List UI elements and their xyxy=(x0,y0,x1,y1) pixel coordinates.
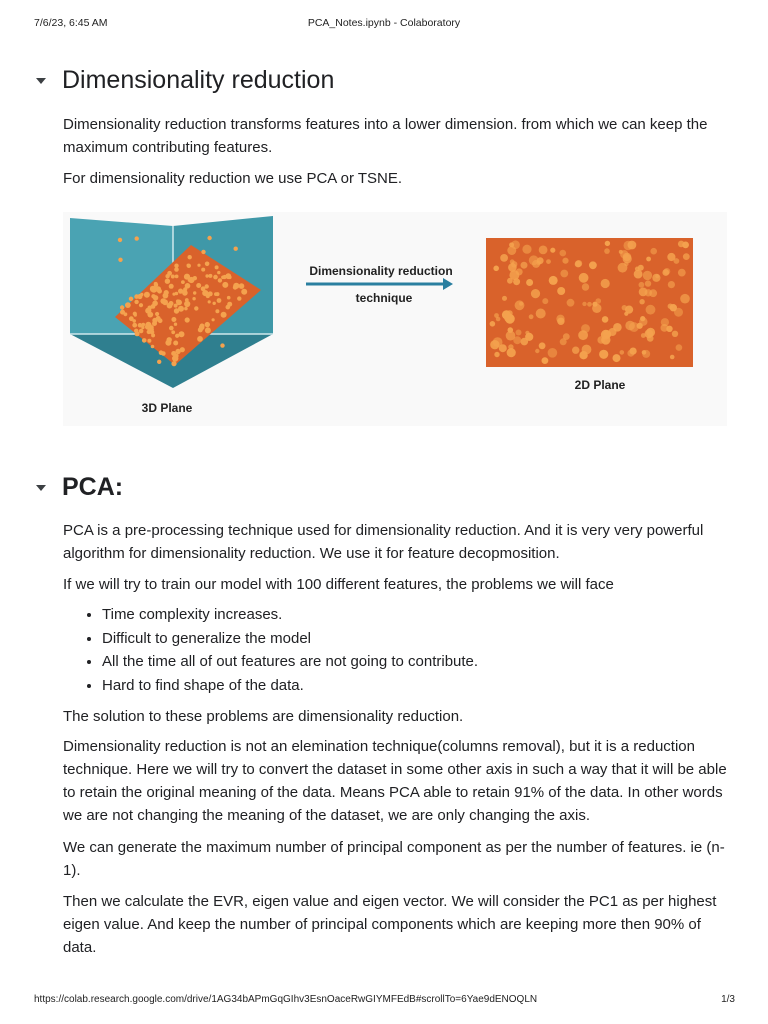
scatter-dot xyxy=(181,280,185,284)
scatter-dot xyxy=(142,323,146,327)
scatter-dot xyxy=(233,283,239,289)
scatter-dot xyxy=(609,328,617,336)
problems-list xyxy=(63,603,762,697)
scatter-dot xyxy=(144,292,150,298)
scatter-dot xyxy=(197,336,203,342)
scatter-dot xyxy=(572,347,579,354)
section-heading: Dimensionality reduction xyxy=(62,66,335,94)
scatter-dot xyxy=(151,294,155,298)
scatter-dot xyxy=(132,319,136,323)
scatter-dot xyxy=(620,350,625,355)
scatter-dot xyxy=(213,302,216,305)
scatter-dot xyxy=(575,261,582,268)
scatter-dot xyxy=(556,315,564,323)
scatter-dot xyxy=(639,318,647,326)
scatter-dot xyxy=(641,333,646,338)
scatter-dot xyxy=(148,306,152,310)
scatter-dot xyxy=(592,302,597,307)
scatter-dot xyxy=(602,316,609,323)
scatter-dot xyxy=(618,263,628,273)
scatter-dot xyxy=(613,354,621,362)
scatter-dot xyxy=(678,269,686,277)
scatter-dot xyxy=(646,257,651,262)
scatter-dot xyxy=(646,305,656,315)
scatter-dot xyxy=(526,279,533,286)
scatter-dot xyxy=(165,340,171,346)
scatter-dot xyxy=(639,288,648,297)
scatter-dot xyxy=(217,298,222,303)
scatter-dot xyxy=(201,250,205,254)
scatter-dot xyxy=(154,318,157,321)
scatter-dot xyxy=(197,264,200,267)
section-pca-header xyxy=(36,473,123,502)
print-url: https://colab.research.google.com/drive/1AG34bAPmGqGIhv3EsnOaceRwGIYMFEdB#scrollTo=6Yae9dENOQLN xyxy=(34,994,538,1005)
scatter-dot xyxy=(175,334,179,338)
scatter-dot xyxy=(118,238,122,242)
scatter-dot xyxy=(134,294,139,299)
scatter-dot xyxy=(605,241,610,246)
scatter-dot xyxy=(171,317,176,322)
scatter-dot xyxy=(628,241,637,250)
scatter-dot xyxy=(222,282,228,288)
scatter-dot xyxy=(499,344,507,352)
scatter-dot xyxy=(549,276,558,285)
collapse-caret-icon[interactable] xyxy=(36,485,46,491)
scatter-dot xyxy=(539,246,548,255)
scatter-dot xyxy=(674,258,680,264)
scatter-dot xyxy=(185,283,191,289)
scatter-dot xyxy=(237,296,241,300)
scatter-dot xyxy=(529,314,534,319)
scatter-dot xyxy=(582,302,586,306)
scatter-dot xyxy=(175,275,179,279)
list-item: • Hard to find shape of the data. xyxy=(102,674,762,698)
section-dimensionality-reduction-header xyxy=(36,66,334,95)
scatter-dot xyxy=(643,271,652,280)
scatter-dot xyxy=(226,305,231,310)
scatter-dot xyxy=(205,322,210,327)
scatter-dot xyxy=(241,289,247,295)
scatter-dot xyxy=(171,330,175,334)
scatter-dot xyxy=(507,348,516,357)
scatter-dot xyxy=(531,289,540,298)
scatter-dot xyxy=(662,269,669,276)
scatter-dot xyxy=(213,275,218,280)
scatter-dot xyxy=(670,355,675,360)
scatter-dot xyxy=(502,296,507,301)
scatter-dot xyxy=(134,300,138,304)
scatter-dot xyxy=(645,280,651,286)
scatter-dot xyxy=(135,331,140,336)
scatter-dot xyxy=(496,317,501,322)
scatter-dot xyxy=(537,257,544,264)
scatter-dot xyxy=(207,236,211,240)
scatter-dot xyxy=(228,276,232,280)
scatter-dot xyxy=(619,250,623,254)
scatter-dot xyxy=(221,312,227,318)
scatter-dot xyxy=(198,327,203,332)
scatter-dot xyxy=(627,350,634,357)
arrow-head-icon xyxy=(443,278,453,290)
scatter-dot xyxy=(560,338,567,345)
scatter-dot xyxy=(500,254,508,262)
paragraph: Dimensionality reduction is not an elemination technique(columns removal), but it is a reduction technique. Here we will try to convert the dataset in some other axis in such a way that it will be able to retain the original meaning of the data. Means PCA able to retain 91% of the data. In other words we are not changing the meaning of the dataset, we are only changing the axis. xyxy=(63,738,727,824)
paragraph: Then we calculate the EVR, eigen value and eigen vector. We will consider the PC1 as per highest eigen value. And keep the number of principal components which are keeping more then 90% of data. xyxy=(63,893,717,956)
scatter-dot xyxy=(227,296,231,300)
scatter-dot xyxy=(194,306,198,310)
scatter-dot xyxy=(239,283,245,289)
scatter-dot xyxy=(149,325,153,329)
scatter-dot xyxy=(587,302,592,307)
scatter-dot xyxy=(196,283,201,288)
section-heading: PCA: xyxy=(62,473,124,501)
scatter-dot xyxy=(676,344,683,351)
scatter-dot xyxy=(171,275,175,279)
scatter-dot xyxy=(174,323,177,326)
list-item: • Time complexity increases. xyxy=(102,603,762,627)
scatter-dot xyxy=(157,289,162,294)
scatter-dot xyxy=(174,264,178,268)
scatter-dot xyxy=(682,242,689,249)
scatter-dot xyxy=(535,349,539,353)
arrow-caption-line2: technique xyxy=(355,291,413,305)
paragraph: For dimensionality reduction we use PCA or TSNE. xyxy=(63,170,403,187)
scatter-dot xyxy=(507,246,516,255)
scatter-dot xyxy=(214,292,218,296)
figure-illustration xyxy=(63,212,727,426)
paragraph: The solution to these problems are dimensionality reduction. xyxy=(63,708,464,725)
scatter-dot xyxy=(208,300,211,303)
scatter-dot xyxy=(165,274,169,278)
scatter-dot xyxy=(521,338,529,346)
scatter-dot xyxy=(542,357,549,364)
scatter-dot xyxy=(623,253,631,261)
scatter-dot xyxy=(649,289,657,297)
paragraph: Dimensionality reduction transforms features into a lower dimension. from which we can keep the maximum contributing features. xyxy=(63,116,708,156)
scatter-dot xyxy=(179,331,185,337)
list-item: • All the time all of out features are not going to contribute. xyxy=(102,650,762,674)
scatter-dot xyxy=(635,267,640,272)
scatter-dot xyxy=(120,305,124,309)
scatter-dot xyxy=(536,309,546,319)
left-caption: 3D Plane xyxy=(141,401,193,415)
scatter-dot xyxy=(668,281,675,288)
scatter-dot xyxy=(557,287,565,295)
scatter-dot xyxy=(582,345,592,355)
scatter-dot xyxy=(139,329,144,334)
scatter-dot xyxy=(147,339,151,343)
scatter-dot xyxy=(167,303,173,309)
scatter-dot xyxy=(655,274,659,278)
scatter-dot xyxy=(205,262,210,267)
scatter-dot xyxy=(650,248,657,255)
scatter-dot xyxy=(177,300,182,305)
scatter-dot xyxy=(139,303,143,307)
scatter-dot xyxy=(521,262,528,269)
scatter-dot xyxy=(208,274,212,278)
scatter-dot xyxy=(129,297,133,301)
scatter-dot xyxy=(642,350,647,355)
scatter-dot xyxy=(185,317,190,322)
scatter-dot xyxy=(539,342,546,349)
page-number: 1/3 xyxy=(721,994,735,1005)
scatter-dot xyxy=(178,289,183,294)
scatter-dot xyxy=(567,299,575,307)
scatter-dot xyxy=(683,253,690,260)
scatter-dot xyxy=(522,245,531,254)
scatter-dot xyxy=(601,279,610,288)
scatter-dot xyxy=(647,332,652,337)
scatter-dot xyxy=(142,338,147,343)
paragraph: PCA is a pre-processing technique used for dimensionality reduction. And it is very very powerful algorithm for dimensionality reduction. We use it for feature decopmosition. xyxy=(63,522,704,562)
scatter-dot xyxy=(175,354,179,358)
scatter-dot xyxy=(490,340,499,349)
scatter-dot xyxy=(515,300,525,310)
scatter-dot xyxy=(680,294,690,304)
scatter-dot xyxy=(151,333,155,337)
scatter-dot xyxy=(560,250,567,257)
scatter-dot xyxy=(201,268,205,272)
scatter-dot xyxy=(589,261,597,269)
scatter-dot xyxy=(172,293,175,296)
scatter-dot xyxy=(133,312,137,316)
scatter-dot xyxy=(200,324,204,328)
scatter-dot xyxy=(135,236,139,240)
dimensionality-reduction-figure xyxy=(63,212,727,426)
scatter-dot xyxy=(234,247,238,251)
scatter-dot xyxy=(150,286,156,292)
scatter-dot xyxy=(220,343,224,347)
scatter-dot xyxy=(218,278,222,282)
scatter-dot xyxy=(187,264,191,268)
scatter-dot xyxy=(215,309,219,313)
scatter-dot xyxy=(548,348,558,358)
scatter-dot xyxy=(625,306,633,314)
scatter-dot xyxy=(140,293,143,296)
scatter-dot xyxy=(670,304,677,311)
scatter-dot xyxy=(184,307,188,311)
scatter-dot xyxy=(165,279,170,284)
collapse-caret-icon[interactable] xyxy=(36,78,46,84)
scatter-dot xyxy=(124,312,128,316)
scatter-dot xyxy=(661,324,669,332)
scatter-dot xyxy=(174,304,178,308)
scatter-dot xyxy=(506,331,516,341)
scatter-dot xyxy=(132,323,137,328)
scatter-dot xyxy=(169,284,174,289)
scatter-dot xyxy=(118,258,122,262)
scatter-dot xyxy=(516,330,522,336)
scatter-dot xyxy=(173,341,178,346)
scatter-dot xyxy=(192,297,195,300)
scatter-dot xyxy=(169,326,174,331)
scatter-dot xyxy=(147,330,151,334)
scatter-dot xyxy=(163,293,169,299)
scatter-dot xyxy=(493,266,499,272)
scatter-dot xyxy=(582,283,589,290)
scatter-dot xyxy=(560,270,568,278)
scatter-dot xyxy=(494,352,499,357)
scatter-dot xyxy=(599,350,608,359)
scatter-dot xyxy=(205,274,208,277)
scatter-dot xyxy=(212,318,215,321)
arrow-caption-line1: Dimensionality reduction xyxy=(309,264,453,278)
scatter-dot xyxy=(504,313,513,322)
print-title: PCA_Notes.ipynb - Colaboratory xyxy=(307,17,461,29)
scatter-dot xyxy=(221,276,225,280)
scatter-dot xyxy=(188,255,192,259)
scatter-dot xyxy=(672,331,678,337)
list-item: • Difficult to generalize the model xyxy=(102,627,762,651)
scatter-dot xyxy=(184,301,190,307)
scatter-dot xyxy=(550,248,555,253)
scatter-dot xyxy=(581,324,590,333)
scatter-dot xyxy=(161,351,166,356)
scatter-dot xyxy=(205,327,211,333)
scatter-dot xyxy=(639,299,644,304)
scatter-dot xyxy=(490,321,496,327)
scatter-dot xyxy=(151,345,155,349)
scatter-dot xyxy=(546,259,551,264)
scatter-dot xyxy=(180,347,185,352)
scatter-dot xyxy=(639,282,645,288)
paragraph: We can generate the maximum number of principal component as per the number of features. ie (n-1). xyxy=(63,839,725,879)
scatter-dot xyxy=(215,265,219,269)
scatter-dot xyxy=(217,271,220,274)
scatter-dot xyxy=(157,360,161,364)
print-date: 7/6/23, 6:45 AM xyxy=(34,17,108,29)
right-caption: 2D Plane xyxy=(574,378,626,392)
scatter-dot xyxy=(579,273,589,283)
scatter-dot xyxy=(604,248,610,254)
scatter-dot xyxy=(193,291,196,294)
paragraph: If we will try to train our model with 100 different features, the problems we will face xyxy=(63,576,614,593)
print-header xyxy=(0,14,768,30)
scatter-dot xyxy=(125,302,131,308)
scatter-dot xyxy=(525,331,529,335)
scatter-dot xyxy=(188,279,191,282)
scatter-dot xyxy=(542,298,548,304)
scatter-dot xyxy=(178,306,184,312)
scatter-dot xyxy=(205,284,209,288)
scatter-dot xyxy=(171,361,176,366)
scatter-dot xyxy=(562,258,568,264)
scatter-dot xyxy=(155,312,159,316)
scatter-dot xyxy=(509,270,519,280)
